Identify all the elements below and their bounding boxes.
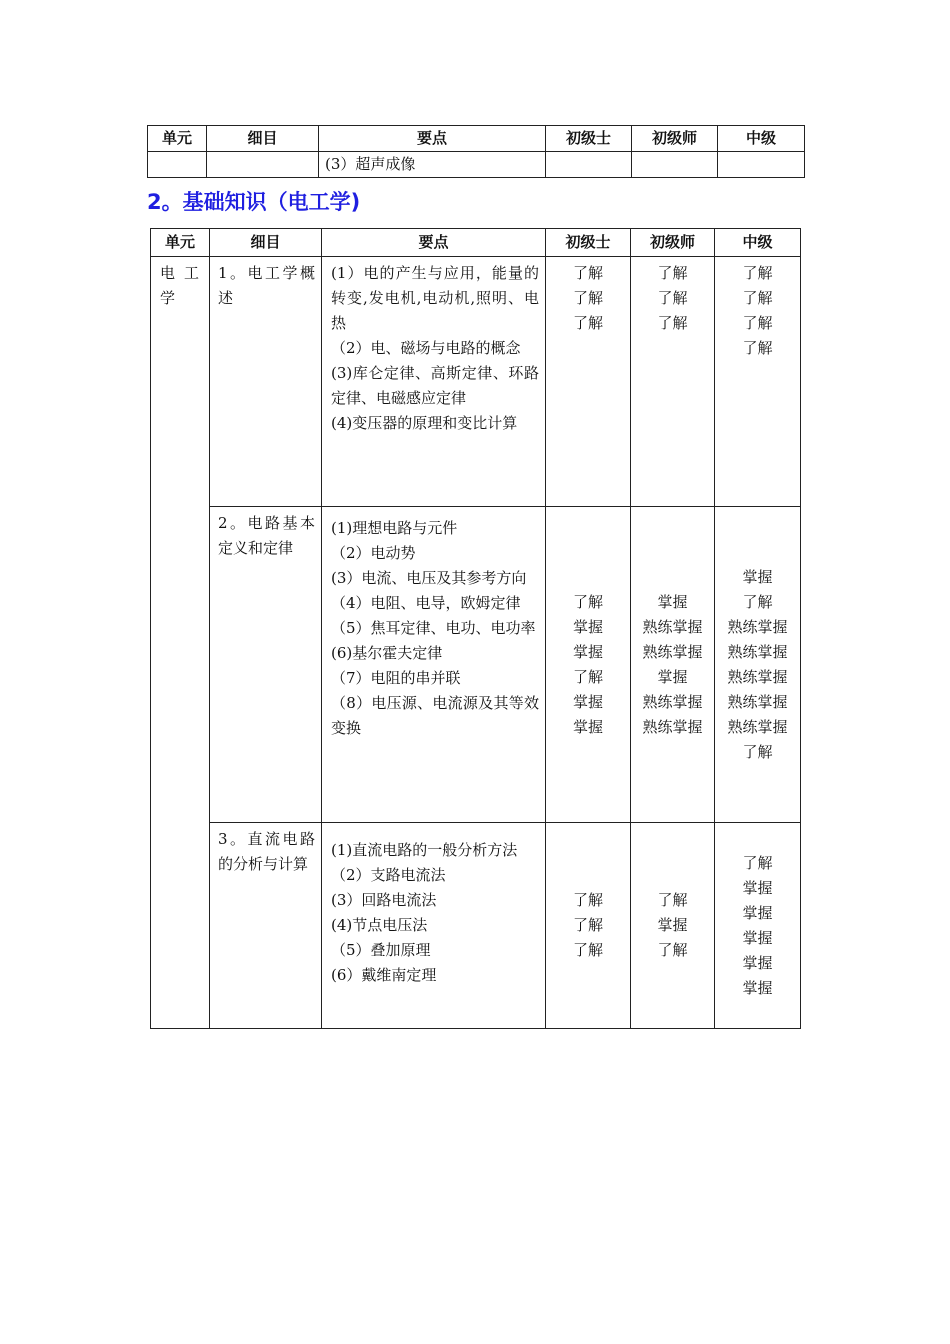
- level-item: 了解: [657, 289, 688, 307]
- level-item: 熟练掌握: [727, 692, 788, 711]
- level-item: 熟练掌握: [727, 617, 788, 636]
- level-item: 掌握: [742, 878, 773, 897]
- point-item: (6）戴维南定理: [331, 966, 437, 984]
- level-item: 了解: [572, 667, 603, 686]
- level-item: 熟练掌握: [727, 642, 788, 661]
- level-item: 熟练掌握: [642, 617, 703, 636]
- header-junior-technician: 初级士: [546, 229, 631, 257]
- continuation-table: [147, 125, 805, 178]
- point-item: （2）支路电流法: [331, 866, 446, 884]
- header-unit: 单元: [148, 126, 207, 152]
- point-item: (6)基尔霍夫定律: [331, 644, 443, 662]
- level-item: 掌握: [742, 928, 773, 947]
- cell-level1: [546, 152, 632, 178]
- cell-points: (3）超声成像: [319, 152, 546, 178]
- header-points: 要点: [319, 126, 546, 152]
- level-item: 了解: [742, 339, 773, 357]
- level-item: 掌握: [742, 903, 773, 922]
- level-item: 了解: [572, 289, 603, 307]
- point-item: （8）电压源、电流源及其等效变换: [331, 694, 539, 737]
- cell-detail: [207, 152, 319, 178]
- point-item: (1)直流电路的一般分析方法: [331, 841, 518, 859]
- point-item: （2）电、磁场与电路的概念: [331, 339, 521, 357]
- detail-text: 1。电工学概述: [218, 264, 315, 307]
- level-item: 掌握: [572, 692, 603, 711]
- table-row: [151, 257, 801, 507]
- level-item: 掌握: [657, 592, 688, 611]
- level-item: 掌握: [742, 953, 773, 972]
- point-item: (4)节点电压法: [331, 916, 428, 934]
- cell-level2: [631, 507, 715, 823]
- cell-level1: [546, 507, 631, 823]
- level-item: 掌握: [742, 978, 773, 997]
- point-item: （7）电阻的串并联: [331, 669, 461, 687]
- cell-unit: [151, 257, 210, 1029]
- level-item: 掌握: [572, 717, 603, 736]
- level-item: 了解: [657, 264, 688, 282]
- header-intermediate: 中级: [718, 126, 805, 152]
- level-item: 熟练掌握: [727, 717, 788, 736]
- point-item: （5）叠加原理: [331, 941, 431, 959]
- cell-detail: [210, 507, 322, 823]
- level-item: 了解: [657, 891, 688, 909]
- point-item: (1)理想电路与元件: [331, 519, 458, 537]
- cell-level2: [632, 152, 718, 178]
- level-item: 掌握: [572, 642, 603, 661]
- header-intermediate: 中级: [715, 229, 801, 257]
- level-item: 熟练掌握: [727, 667, 788, 686]
- level-item: 熟练掌握: [642, 642, 703, 661]
- level-item: 熟练掌握: [642, 692, 703, 711]
- header-junior-technician: 初级士: [546, 126, 632, 152]
- level-item: 了解: [742, 592, 773, 611]
- cell-level3: [715, 257, 801, 507]
- point-item: （2）电动势: [331, 544, 416, 562]
- level-item: 了解: [572, 264, 603, 282]
- section-title: 2。基础知识（电工学): [147, 190, 361, 214]
- cell-level3: [718, 152, 805, 178]
- header-unit: 单元: [151, 229, 210, 257]
- cell-level2: [631, 823, 715, 1029]
- point-item: (3）回路电流法: [331, 891, 437, 909]
- level-item: 了解: [742, 853, 773, 872]
- point-item: (4)变压器的原理和变比计算: [331, 414, 518, 432]
- detail-text: 2。电路基本定义和定律: [218, 514, 315, 557]
- level-item: 了解: [572, 891, 603, 909]
- level-item: 了解: [572, 916, 603, 934]
- level-item: 掌握: [657, 916, 688, 934]
- cell-level1: [546, 257, 631, 507]
- point-item: （4）电阻、电导，欧姆定律: [331, 594, 521, 612]
- point-item: (1）电的产生与应用，能量的转变,发电机,电动机,照明、电热: [331, 264, 539, 332]
- point-item: (3)库仑定律、高斯定律、环路定律、电磁感应定律: [331, 364, 539, 407]
- level-item: 熟练掌握: [642, 717, 703, 736]
- cell-level1: [546, 823, 631, 1029]
- cell-level2: [631, 257, 715, 507]
- electrical-engineering-table: [150, 228, 801, 1029]
- table-row: [151, 507, 801, 823]
- level-item: 了解: [572, 314, 603, 332]
- header-points: 要点: [322, 229, 546, 257]
- level-item: 了解: [572, 592, 603, 611]
- point-item: (3）电流、电压及其参考方向: [331, 569, 527, 587]
- cell-detail: [210, 823, 322, 1029]
- header-junior-practitioner: 初级师: [631, 229, 715, 257]
- table-header-row: [148, 126, 805, 152]
- header-detail: 细目: [207, 126, 319, 152]
- level-item: 掌握: [742, 567, 773, 586]
- detail-text: 3。直流电路的分析与计算: [218, 830, 315, 873]
- cell-detail: [210, 257, 322, 507]
- cell-level3: [715, 823, 801, 1029]
- level-item: 掌握: [572, 617, 603, 636]
- level-item: 了解: [742, 314, 773, 332]
- level-item: 了解: [572, 941, 603, 959]
- level-item: 了解: [657, 941, 688, 959]
- cell-points: [322, 257, 546, 507]
- table-row: [151, 823, 801, 1029]
- level-item: 了解: [742, 289, 773, 307]
- level-item: 了解: [742, 742, 773, 761]
- cell-points: [322, 507, 546, 823]
- cell-points: [322, 823, 546, 1029]
- cell-unit: [148, 152, 207, 178]
- level-item: 了解: [657, 314, 688, 332]
- unit-text: 电工学: [160, 264, 199, 307]
- cell-level3: [715, 507, 801, 823]
- level-item: 掌握: [657, 667, 688, 686]
- level-item: 了解: [742, 264, 773, 282]
- table-header-row: [151, 229, 801, 257]
- header-junior-practitioner: 初级师: [632, 126, 718, 152]
- point-item: （5）焦耳定律、电功、电功率: [331, 619, 536, 637]
- table-row: [148, 152, 805, 178]
- header-detail: 细目: [210, 229, 322, 257]
